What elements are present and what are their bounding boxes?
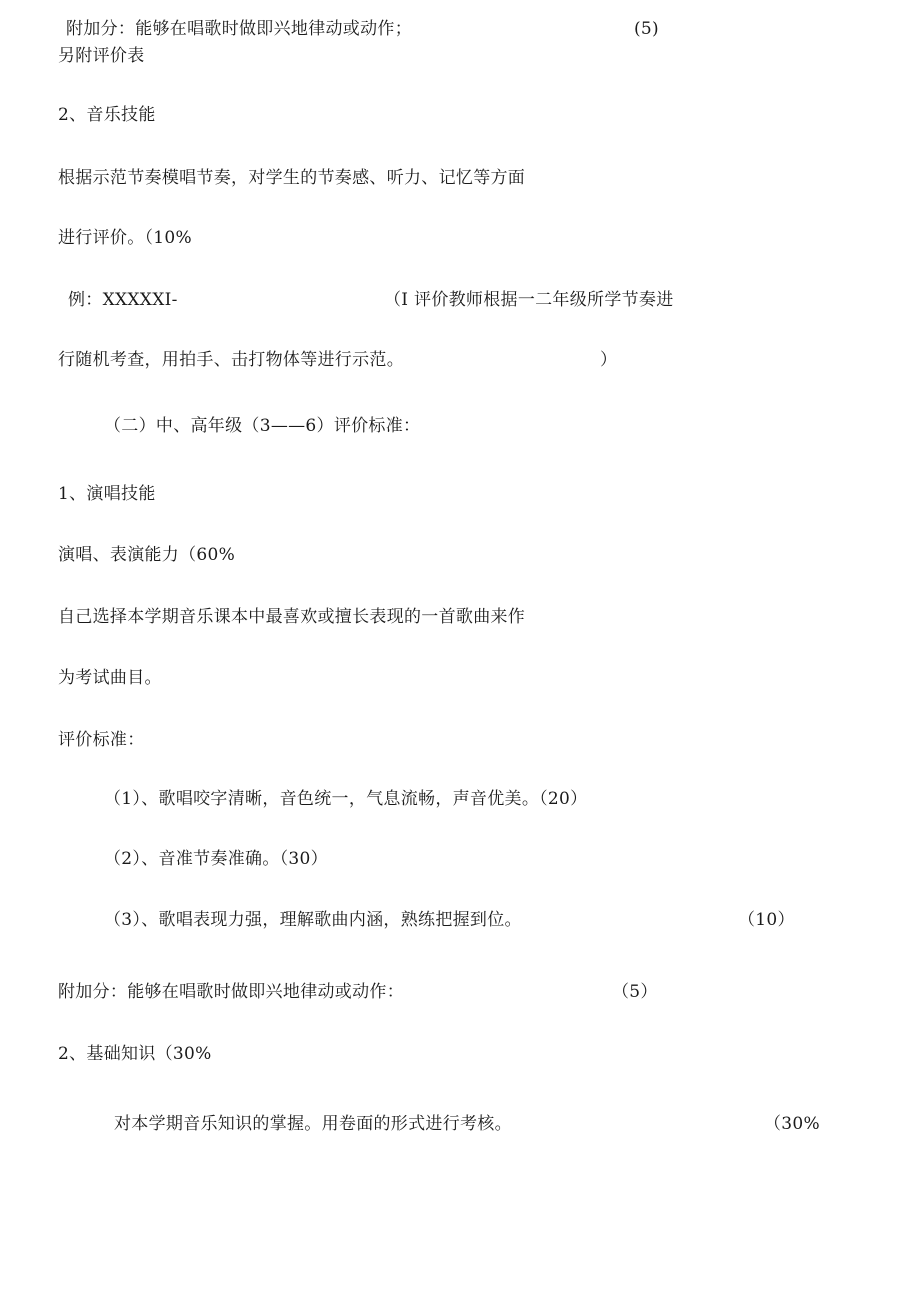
singing-performance-weight: 演唱、表演能力（60% [58, 545, 236, 565]
criterion-1: （1）、歌唱咬字清晰，音色统一，气息流畅，声音优美。（20） [104, 789, 588, 809]
bonus-line-upper-grade: 附加分：能够在唱歌时做即兴地律动或动作： [58, 982, 404, 1002]
evaluation-form-note: 另附评价表 [58, 46, 145, 66]
upper-grade-standard-heading: （二）中、高年级（3——6）评价标准： [104, 416, 421, 436]
bonus-score-upper-grade: （5） [612, 982, 658, 1002]
song-selection-line1: 自己选择本学期音乐课本中最喜欢或擅长表现的一首歌曲来作 [58, 607, 526, 627]
closing-paren: ） [600, 350, 618, 370]
rhythm-example-note-cont: 行随机考查，用拍手、击打物体等进行示范。 [58, 350, 404, 370]
rhythm-example-note: （I 评价教师根据一二年级所学节奏进 [384, 290, 674, 310]
criterion-3-score: （10） [738, 910, 795, 930]
criterion-2: （2）、音准节奏准确。（30） [104, 849, 328, 869]
evaluation-criteria-heading: 评价标准： [58, 730, 145, 750]
criterion-3: （3）、歌唱表现力强，理解歌曲内涵，熟练把握到位。 [104, 910, 522, 930]
section-basic-knowledge-heading: 2、基础知识（30% [58, 1044, 212, 1064]
basic-knowledge-description: 对本学期音乐知识的掌握。用卷面的形式进行考核。 [114, 1114, 512, 1134]
rhythm-description-line2: 进行评价。（10% [58, 228, 192, 248]
basic-knowledge-score: （30% [764, 1114, 820, 1134]
bonus-line-lower-grade: 附加分：能够在唱歌时做即兴地律动或动作； [66, 19, 412, 39]
section-music-skills-heading: 2、音乐技能 [58, 105, 156, 125]
rhythm-description-line1: 根据示范节奏模唱节奏，对学生的节奏感、听力、记忆等方面 [58, 168, 526, 188]
song-selection-line2: 为考试曲目。 [58, 668, 162, 688]
bonus-score-lower-grade: (5) [634, 19, 659, 39]
rhythm-example: 例：XXXXXI- [68, 290, 178, 310]
section-singing-skills-heading: 1、演唱技能 [58, 484, 156, 504]
